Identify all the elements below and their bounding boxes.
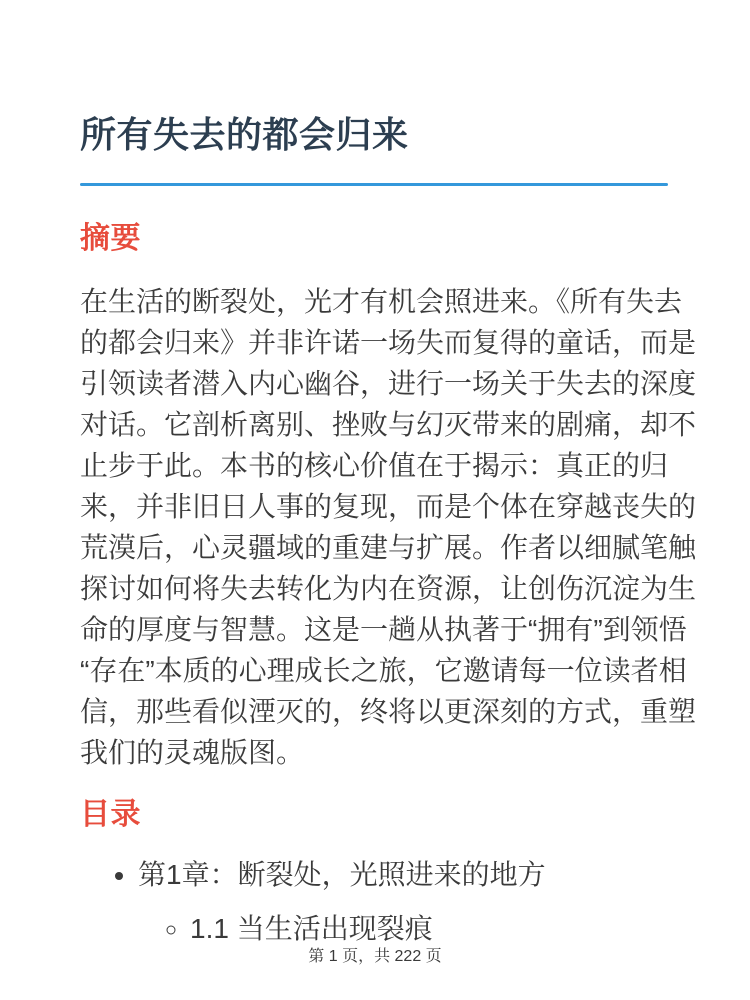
toc-list: [80, 854, 705, 949]
toc-chapter-item: [138, 854, 705, 949]
title-divider-rule: [80, 183, 668, 186]
page-footer: 第 1 页，共 222 页: [308, 948, 442, 965]
toc-section-label: 1.1 当生活出现裂痕: [190, 913, 433, 944]
toc-chapter-label: 第1章：断裂处，光照进来的地方: [138, 859, 546, 890]
toc-sublist: [138, 908, 705, 949]
page-title: 所有失去的都会归来: [80, 114, 409, 155]
toc-heading: 目录: [80, 798, 141, 831]
abstract-paragraph: 在生活的断裂处，光才有机会照进来。《所有失去的都会归来》并非许诺一场失而复得的童话，而是引领读者潜入内心幽谷，进行一场关于失去的深度对话。它剖析离别、挫败与幻灭带来的剧痛，却不止步于此。本书的核心价值在于揭示：真正的归来，并非旧日人事的复现，而是个体在穿越丧失的荒漠后，心灵疆域的重建与扩展。作者以细腻笔触探讨如何将失去转化为内在资源，让创伤沉淀为生命的厚度与智慧。这是一趟从执著于“拥有”到领悟“存在”本质的心理成长之旅，它邀请每一位读者相信，那些看似湮灭的，终将以更深刻的方式，重塑我们的灵魂版图。: [80, 286, 697, 768]
toc-section-item: [190, 908, 705, 949]
abstract-heading: 摘要: [80, 222, 141, 255]
